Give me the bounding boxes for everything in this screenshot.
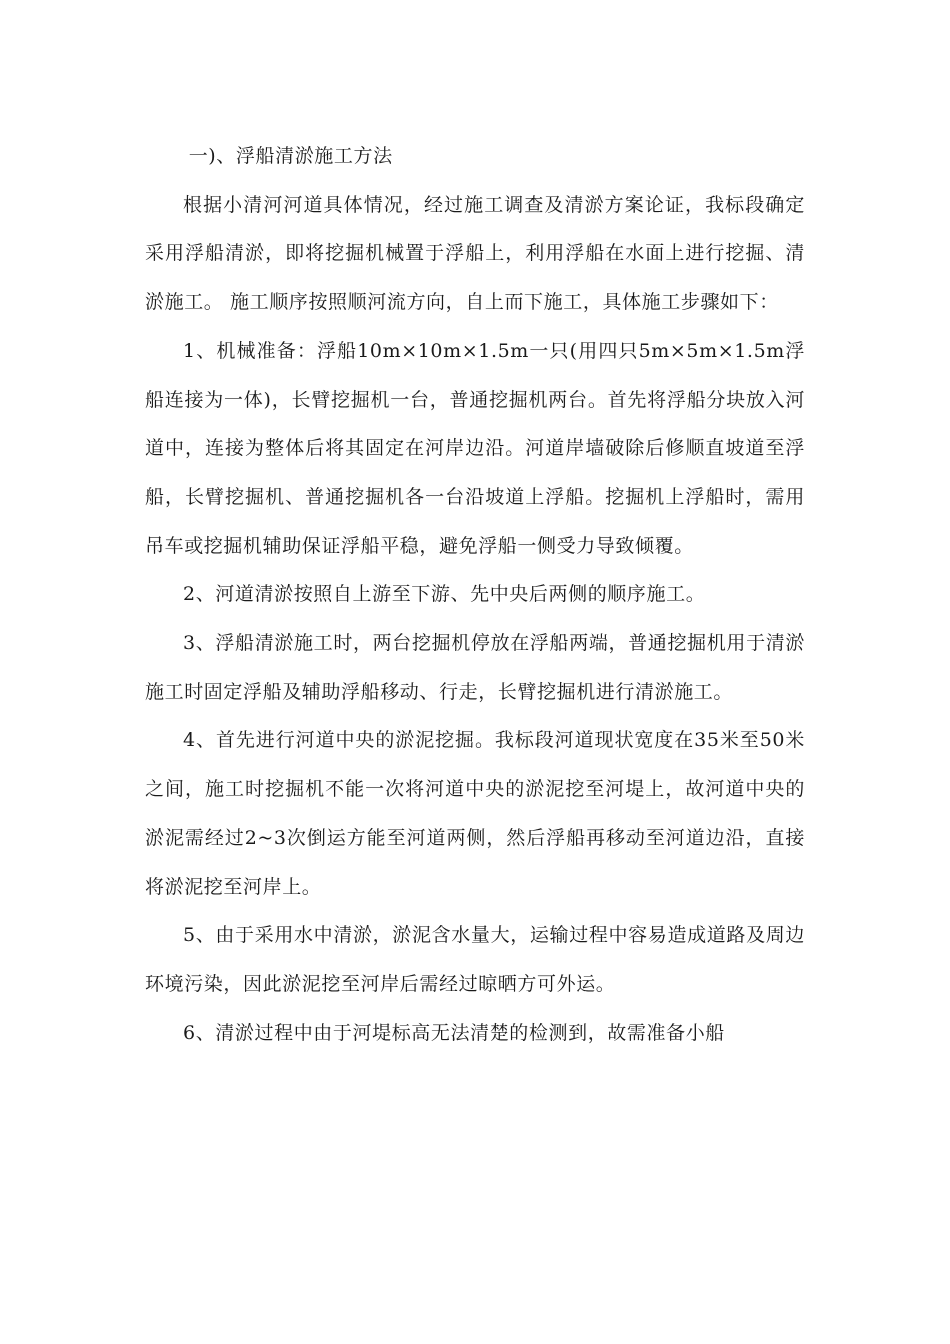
paragraph-intro: 根据小清河河道具体情况，经过施工调查及清淤方案论证，我标段确定采用浮船清淤，即将挖掘机械置于浮船上，利用浮船在水面上进行挖掘、清淤施工。 施工顺序按照顺河流方向，自上而下施工，具体施工步骤如下： [145,193,805,314]
paragraph-step-3: 3、浮船清淤施工时，两台挖掘机停放在浮船两端，普通挖掘机用于清淤施工时固定浮船及辅助浮船移动、行走，长臂挖掘机进行清淤施工。 [145,632,805,703]
document-body [145,132,805,1057]
paragraph-step-4: 4、首先进行河道中央的淤泥挖掘。我标段河道现状宽度在35米至50米之间，施工时挖掘机不能一次将河道中央的淤泥挖至河堤上，故河道中央的淤泥需经过2~3次倒运方能至河道两侧，然后浮船再移动至河道边沿，直接将淤泥挖至河岸上。 [145,729,805,898]
paragraph-step-5: 5、由于采用水中清淤，淤泥含水量大，运输过程中容易造成道路及周边环境污染，因此淤泥挖至河岸后需经过晾晒方可外运。 [145,924,805,995]
paragraph-step-1: 1、机械准备：浮船10m×10m×1.5m一只(用四只5m×5m×1.5m浮船连接为一体)，长臂挖掘机一台，普通挖掘机两台。首先将浮船分块放入河道中，连接为整体后将其固定在河岸边沿。河道岸墙破除后修顺直坡道至浮船，长臂挖掘机、普通挖掘机各一台沿坡道上浮船。挖掘机上浮船时，需用吊车或挖掘机辅助保证浮船平稳，避免浮船一侧受力导致倾覆。 [145,339,805,557]
section-heading: 一)、浮船清淤施工方法 [188,145,393,167]
paragraph-step-2: 2、河道清淤按照自上游至下游、先中央后两侧的顺序施工。 [183,583,706,606]
paragraph-step-6: 6、清淤过程中由于河堤标高无法清楚的检测到，故需准备小船 [183,1021,725,1044]
